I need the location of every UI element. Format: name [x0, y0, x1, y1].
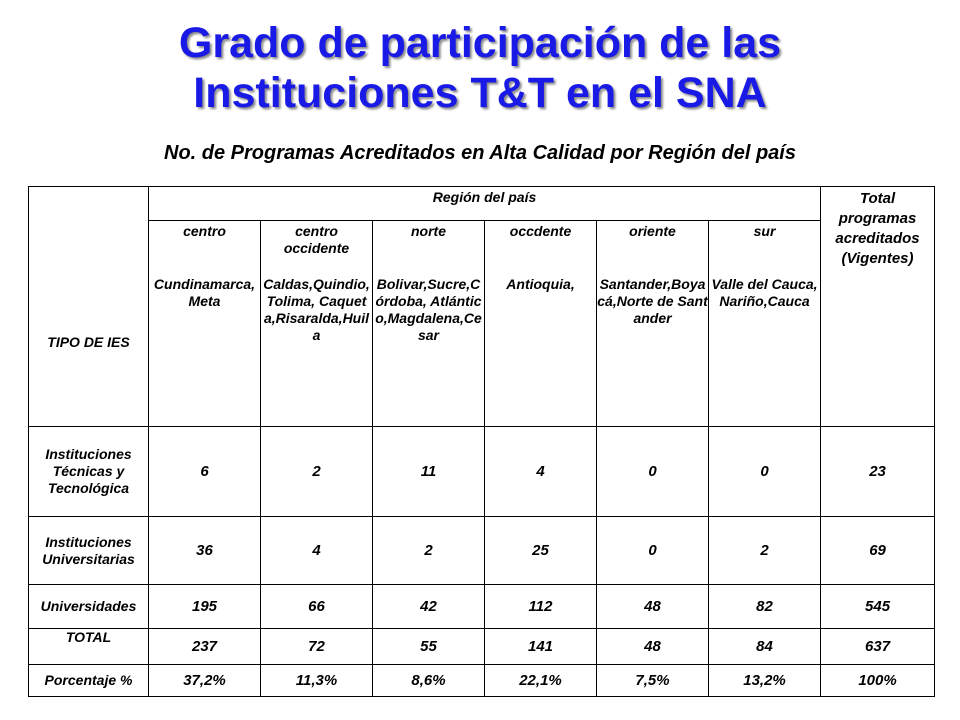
row-value: 37,2%: [149, 665, 261, 697]
row-label: TOTAL: [29, 629, 149, 665]
row-value: 48: [597, 629, 709, 665]
region-departments: Antioquia,: [506, 276, 575, 292]
row-value: 22,1%: [485, 665, 597, 697]
region-name: centro: [183, 223, 226, 239]
row-value: 55: [373, 629, 485, 665]
row-value: 2: [709, 517, 821, 585]
row-total: 545: [821, 585, 935, 629]
ies-type-header-cell: [29, 187, 149, 427]
region-col-norte: [373, 221, 485, 427]
row-value: 13,2%: [709, 665, 821, 697]
row-value: 25: [485, 517, 597, 585]
region-name: oriente: [629, 223, 676, 239]
region-name: occdente: [509, 223, 572, 239]
region-departments: Valle del Cauca,Nariño,Cauca: [711, 276, 818, 309]
row-value: 4: [261, 517, 373, 585]
row-value: 141: [485, 629, 597, 665]
region-departments: Cundinamarca,Meta: [153, 276, 256, 309]
table-row: [29, 517, 935, 585]
region-col-oriente: [597, 221, 709, 427]
row-value: 48: [597, 585, 709, 629]
row-total: 100%: [821, 665, 935, 697]
row-value: 11,3%: [261, 665, 373, 697]
row-value: 0: [709, 427, 821, 517]
row-value: 112: [485, 585, 597, 629]
row-value: 6: [149, 427, 261, 517]
row-value: 42: [373, 585, 485, 629]
region-name: sur: [753, 223, 776, 239]
row-value: 36: [149, 517, 261, 585]
region-col-occdente: [485, 221, 597, 427]
row-value: 2: [373, 517, 485, 585]
row-label: Instituciones Universitarias: [29, 517, 149, 585]
row-value: 4: [485, 427, 597, 517]
row-value: 8,6%: [373, 665, 485, 697]
row-value: 66: [261, 585, 373, 629]
table-row: [29, 629, 935, 665]
table-row: [29, 585, 935, 629]
region-departments: Caldas,Quindio,Tolima, Caqueta,Risaralda,Huila: [263, 276, 370, 343]
row-value: 11: [373, 427, 485, 517]
region-name: centro occidente: [283, 223, 350, 256]
title-line-2: Instituciones T&T en el SNA: [193, 69, 767, 117]
row-total: 637: [821, 629, 935, 665]
total-header: Total programas acreditados (Vigentes): [835, 190, 920, 267]
region-name: norte: [411, 223, 446, 239]
row-value: 0: [597, 517, 709, 585]
row-value: 195: [149, 585, 261, 629]
row-value: 82: [709, 585, 821, 629]
title-line-1: Grado de participación de las: [178, 19, 782, 67]
row-value: 2: [261, 427, 373, 517]
row-value: 84: [709, 629, 821, 665]
row-total: 23: [821, 427, 935, 517]
region-departments: Santander,Boyacá,Norte de Santander: [597, 276, 708, 326]
region-col-sur: [709, 221, 821, 427]
row-label: Porcentaje %: [29, 665, 149, 697]
ies-type-header: TIPO DE IES: [47, 333, 130, 350]
row-value: 72: [261, 629, 373, 665]
row-value: 7,5%: [597, 665, 709, 697]
row-label: Instituciones Técnicas y Tecnológica: [29, 427, 149, 517]
region-col-centro: [149, 221, 261, 427]
row-total: 69: [821, 517, 935, 585]
region-header: [149, 187, 821, 221]
region-header-label: Región del país: [432, 189, 537, 205]
table-row: [29, 427, 935, 517]
row-value: 237: [149, 629, 261, 665]
accreditation-table: [28, 186, 935, 697]
table-row: [29, 665, 935, 697]
row-value: 0: [597, 427, 709, 517]
total-header-cell: [821, 187, 935, 427]
slide-subtitle: No. de Programas Acreditados en Alta Calidad por Región del país: [164, 142, 796, 164]
region-col-centro-occidente: [261, 221, 373, 427]
region-departments: Bolivar,Sucre,Córdoba, Atlántico,Magdalena,Cesar: [375, 276, 482, 343]
row-label: Universidades: [29, 585, 149, 629]
slide-title: [0, 18, 960, 118]
